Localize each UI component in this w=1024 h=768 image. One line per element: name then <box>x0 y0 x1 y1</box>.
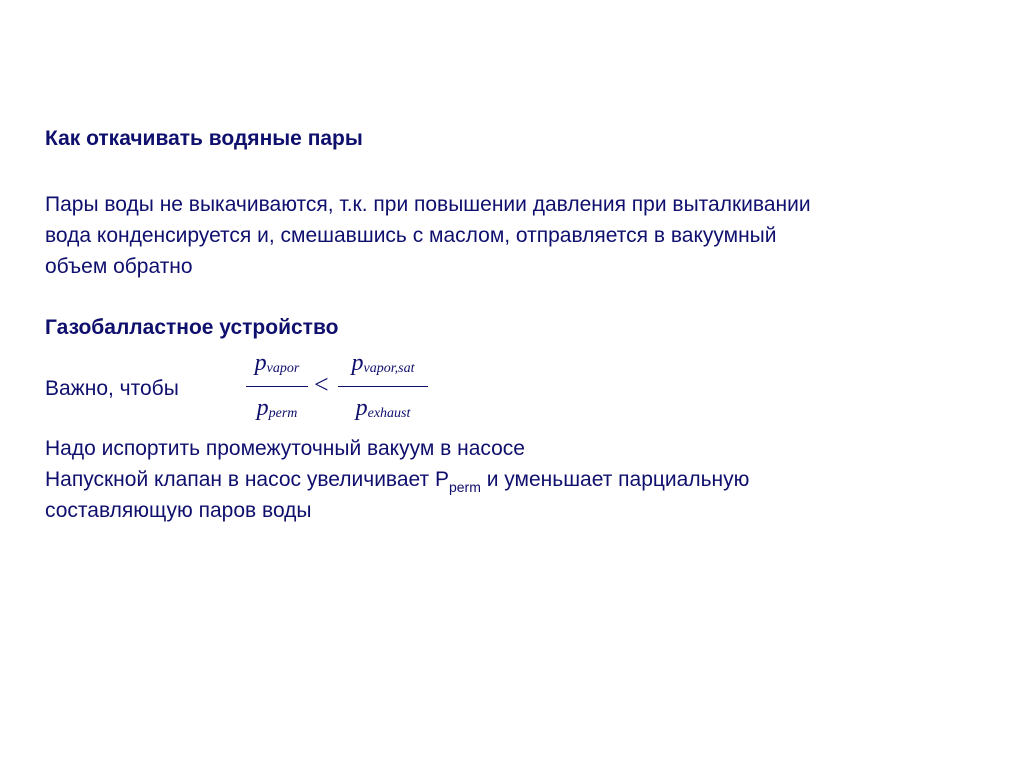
slide-title: Как откачивать водяные пары <box>45 127 363 150</box>
p-perm-subscript: perm <box>448 479 481 495</box>
right-numerator-subscript: vapor,sat <box>363 361 415 376</box>
right-denominator-subscript: exhaust <box>367 406 411 421</box>
paragraph-3-line-2-after: и уменьшает парциальную <box>480 468 750 491</box>
left-denominator-subscript: perm <box>268 406 298 421</box>
paragraph-1-line-2: вода конденсируется и, смешавшись с маслом, отправляется в вакуумный <box>45 224 777 247</box>
paragraph-3-line-1: Надо испортить промежуточный вакуум в насосе <box>45 437 525 460</box>
left-numerator-base: p <box>254 350 267 376</box>
right-numerator <box>352 348 415 382</box>
right-denominator <box>356 393 411 427</box>
left-fraction-bar <box>246 386 308 387</box>
pressure-ratio-formula <box>242 348 442 428</box>
left-denominator-base: p <box>256 395 269 421</box>
right-fraction <box>338 348 428 427</box>
paragraph-1-line-3: объем обратно <box>45 255 193 278</box>
paragraph-3-line-2 <box>45 464 749 497</box>
right-fraction-bar <box>338 386 428 387</box>
right-numerator-base: p <box>351 350 364 376</box>
left-denominator <box>257 393 298 427</box>
paragraph-1-line-1: Пары воды не выкачиваются, т.к. при повышении давления при выталкивании <box>45 193 811 216</box>
left-numerator <box>255 348 300 382</box>
right-denominator-base: p <box>355 395 368 421</box>
left-numerator-subscript: vapor <box>266 361 300 376</box>
paragraph-3-line-2-before: Напускной клапан в насос увеличивает P <box>45 468 449 491</box>
less-than-operator: < <box>314 370 329 399</box>
important-label: Важно, чтобы <box>45 377 179 400</box>
left-fraction <box>246 348 308 427</box>
gas-ballast-heading: Газобалластное устройство <box>45 316 339 339</box>
paragraph-3-line-3: составляющую паров воды <box>45 499 312 522</box>
